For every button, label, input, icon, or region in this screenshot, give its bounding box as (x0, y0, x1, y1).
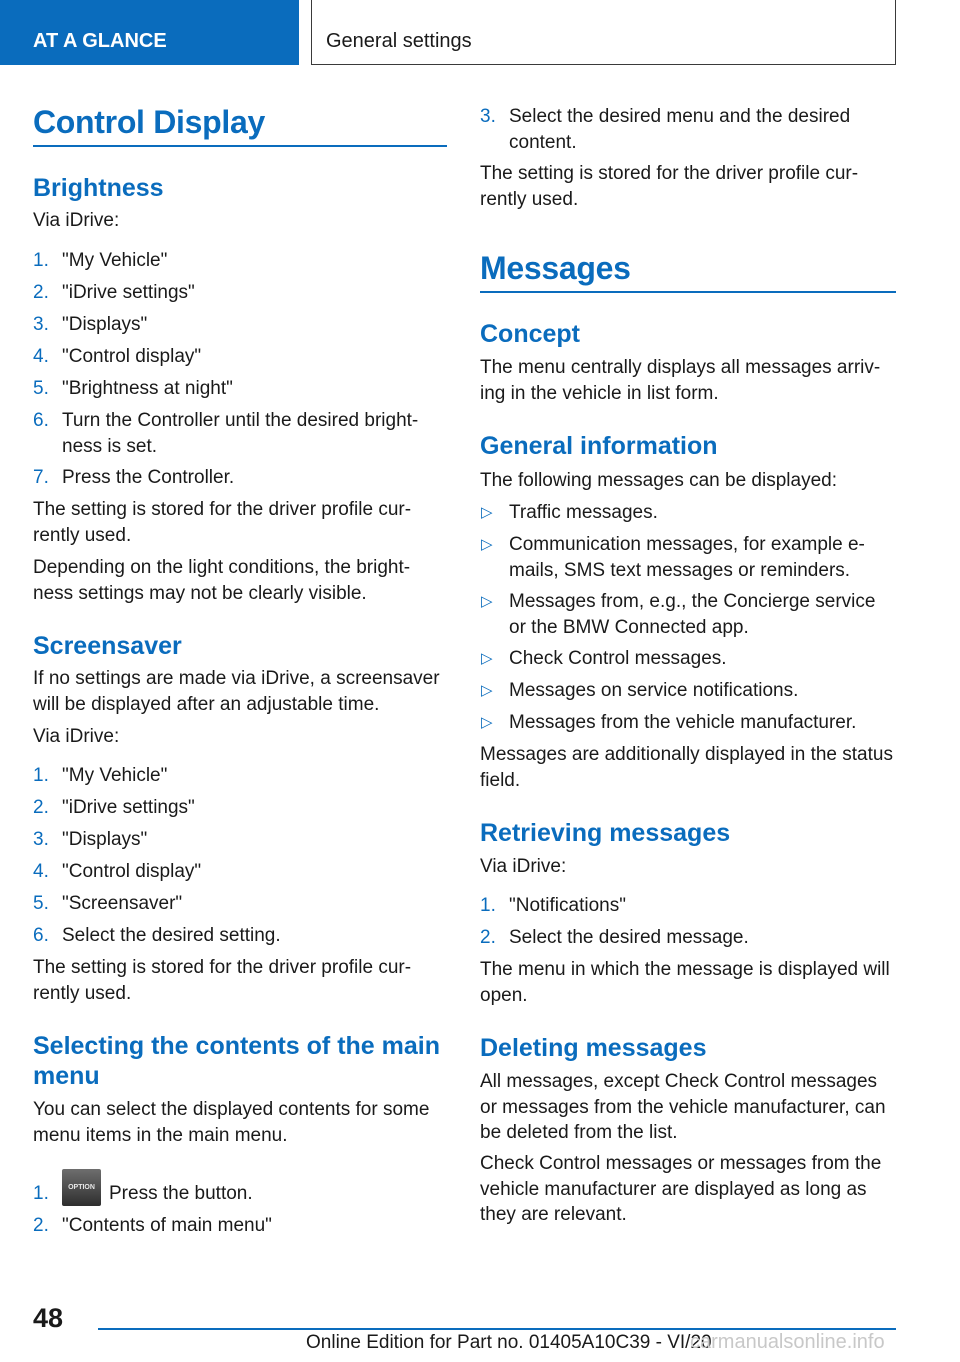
retrieving-heading: Retrieving messages (480, 819, 731, 847)
list-item: 2. "iDrive settings" (33, 797, 195, 818)
edition-text: Online Edition for Part no. 01405A10C39 - VI/20 (306, 1332, 712, 1353)
list-item: 3. "Displays" (33, 829, 148, 850)
concept-text: The menu centrally displays all messages arriv‐ing in the vehicle in list form. (480, 357, 881, 404)
list-item: 5. "Screensaver" (33, 893, 183, 914)
list-item: 5. "Brightness at night" (33, 378, 233, 399)
title-rule (33, 145, 447, 147)
list-item: 7. Press the Controller. (33, 467, 235, 488)
list-item: 1. "My Vehicle" (33, 765, 168, 786)
brightness-heading: Brightness (33, 174, 164, 202)
general-heading: General information (480, 432, 718, 460)
bullet-item: ▷ Traffic messages. (480, 500, 896, 526)
triangle-bullet-icon: ▷ (481, 714, 493, 731)
bullet-item: ▷ Messages from the vehicle manufacturer. (480, 710, 896, 736)
bullet-item: ▷ Messages on service notifications. (480, 678, 896, 704)
page-number: 48 (33, 1303, 64, 1333)
chapter-title: General settings (311, 0, 896, 65)
list-item: 4. "Control display" (33, 861, 202, 882)
deleting-text: Check Control messages or messages from the vehicle manufacturer are displayed as long as they are relevant. (480, 1153, 882, 1225)
general-note: Messages are additionally displayed in the status field. (480, 744, 893, 791)
option-button-icon: OPTION (62, 1169, 101, 1206)
list-item: 6. Turn the Controller until the desired bright‐ness is set. (33, 410, 419, 457)
list-item: 3. Select the desired menu and the desired content. (480, 106, 851, 153)
bullet-item: ▷ Messages from, e.g., the Concierge service or the BMW Connected app. (481, 591, 876, 638)
list-item: 2. "iDrive settings" (33, 282, 195, 303)
footer-rule (98, 1328, 896, 1330)
screensaver-intro: If no settings are made via iDrive, a screensaver will be displayed after an adjustable time. (33, 668, 440, 715)
brightness-note: Depending on the light conditions, the bright‐ness settings may not be clearly visible. (33, 557, 411, 604)
list-item: 2. Select the desired message. (480, 927, 749, 948)
list-item: 3. "Displays" (33, 314, 148, 335)
retrieving-note: The menu in which the message is displayed will open. (480, 959, 890, 1006)
triangle-bullet-icon: ▷ (481, 682, 493, 699)
list-item: 1. OPTION Press the button. (33, 1181, 447, 1207)
triangle-bullet-icon: ▷ (481, 650, 493, 667)
page-title: Control Display (33, 104, 265, 140)
watermark: carmanualsonline.info (690, 1331, 885, 1353)
list-item: 2. "Contents of main menu" (33, 1215, 272, 1236)
brightness-via: Via iDrive: (33, 210, 120, 231)
list-item: 1. "Notifications" (480, 895, 626, 916)
main-menu-intro: You can select the displayed contents for some menu items in the main menu. (33, 1099, 430, 1146)
screensaver-heading: Screensaver (33, 632, 182, 660)
list-item: 4. "Control display" (33, 346, 202, 367)
screensaver-via: Via iDrive: (33, 726, 120, 747)
list-item: 6. Select the desired setting. (33, 925, 281, 946)
triangle-bullet-icon: ▷ (481, 593, 493, 610)
title-rule (480, 291, 896, 293)
messages-title: Messages (480, 250, 631, 286)
general-intro: The following messages can be displayed: (480, 470, 837, 491)
brightness-note: The setting is stored for the driver profile cur‐rently used. (33, 499, 412, 546)
main-menu-heading: Selecting the contents of the main menu (33, 1032, 440, 1090)
section-tab: AT A GLANCE (0, 0, 299, 65)
list-item: 1. "My Vehicle" (33, 250, 168, 271)
bullet-item: ▷ Check Control messages. (480, 646, 896, 672)
triangle-bullet-icon: ▷ (481, 536, 493, 553)
bullet-item: ▷ Communication messages, for example e-mails, SMS text messages or reminders. (481, 534, 865, 581)
concept-heading: Concept (480, 320, 580, 348)
retrieving-via: Via iDrive: (480, 856, 567, 877)
screensaver-note: The setting is stored for the driver profile cur‐rently used. (33, 957, 412, 1004)
deleting-heading: Deleting messages (480, 1034, 707, 1062)
triangle-bullet-icon: ▷ (481, 504, 493, 521)
deleting-text: All messages, except Check Control messages or messages from the vehicle manufacturer, can be deleted from the list. (480, 1071, 886, 1143)
continued-note: The setting is stored for the driver profile cur‐rently used. (480, 163, 859, 210)
